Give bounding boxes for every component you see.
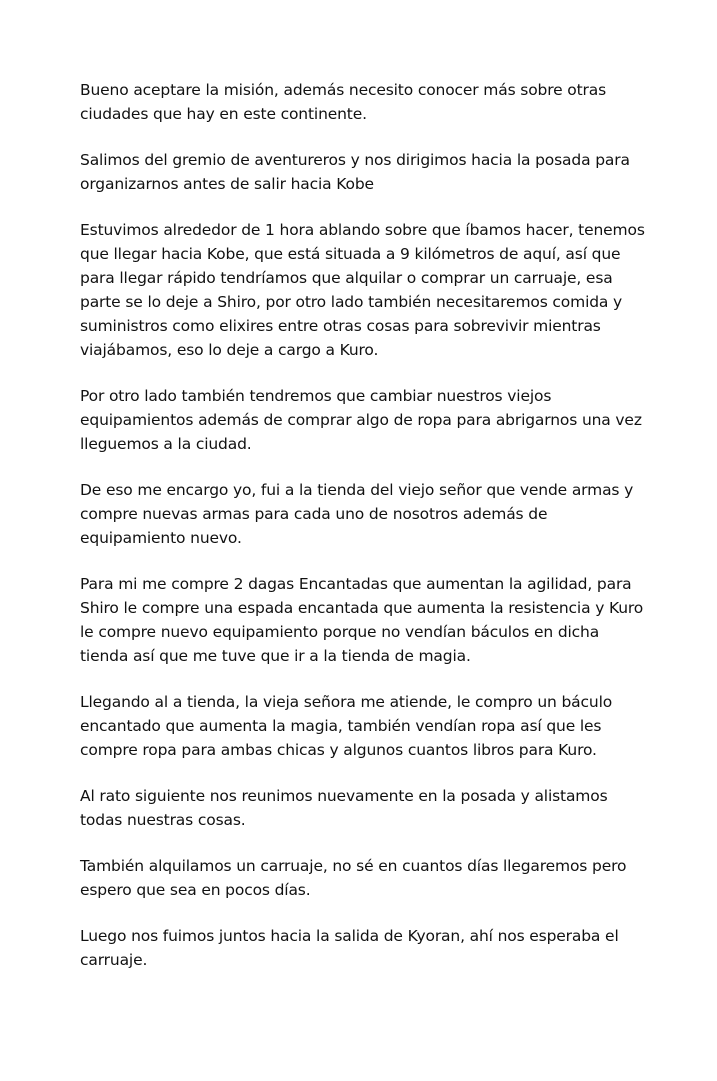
paragraph: Al rato siguiente nos reunimos nuevamente en la posada y alistamos todas nuestras cosas.	[80, 787, 608, 829]
paragraph: Salimos del gremio de aventureros y nos dirigimos hacia la posada para organizarnos antes de salir hacia Kobe	[80, 151, 630, 193]
paragraph: De eso me encargo yo, fui a la tienda del viejo señor que vende armas y compre nuevas armas para cada uno de nosotros además de equipamiento nuevo.	[80, 481, 634, 547]
paragraph: Por otro lado también tendremos que cambiar nuestros viejos equipamientos además de comprar algo de ropa para abrigarnos una vez lleguemos a la ciudad.	[80, 387, 642, 453]
paragraph: También alquilamos un carruaje, no sé en cuantos días llegaremos pero espero que sea en pocos días.	[80, 857, 627, 899]
paragraph: Llegando al a tienda, la vieja señora me atiende, le compro un báculo encantado que aumenta la magia, también vendían ropa así que les compre ropa para ambas chicas y algunos cuantos libros para Kuro.	[80, 693, 613, 759]
paragraph: Estuvimos alrededor de 1 hora ablando sobre que íbamos hacer, tenemos que llegar hacia Kobe, que está situada a 9 kilómetros de aquí, así que para llegar rápido tendríamos que alquilar o comprar un carruaje, esa parte se lo deje a Shiro, por otro lado también necesitaremos comida y suministros como elixires entre otras cosas para sobrevivir mientras viajábamos, eso lo deje a cargo a Kuro.	[80, 221, 645, 359]
paragraph: Para mi me compre 2 dagas Encantadas que aumentan la agilidad, para Shiro le compre una espada encantada que aumenta la resistencia y Kuro le compre nuevo equipamiento porque no vendían báculos en dicha tienda así que me tuve que ir a la tienda de magia.	[80, 575, 644, 665]
paragraph: Bueno aceptare la misión, además necesito conocer más sobre otras ciudades que hay en este continente.	[80, 81, 607, 123]
paragraph: Luego nos fuimos juntos hacia la salida de Kyoran, ahí nos esperaba el carruaje.	[80, 927, 619, 969]
document-body	[80, 78, 650, 994]
